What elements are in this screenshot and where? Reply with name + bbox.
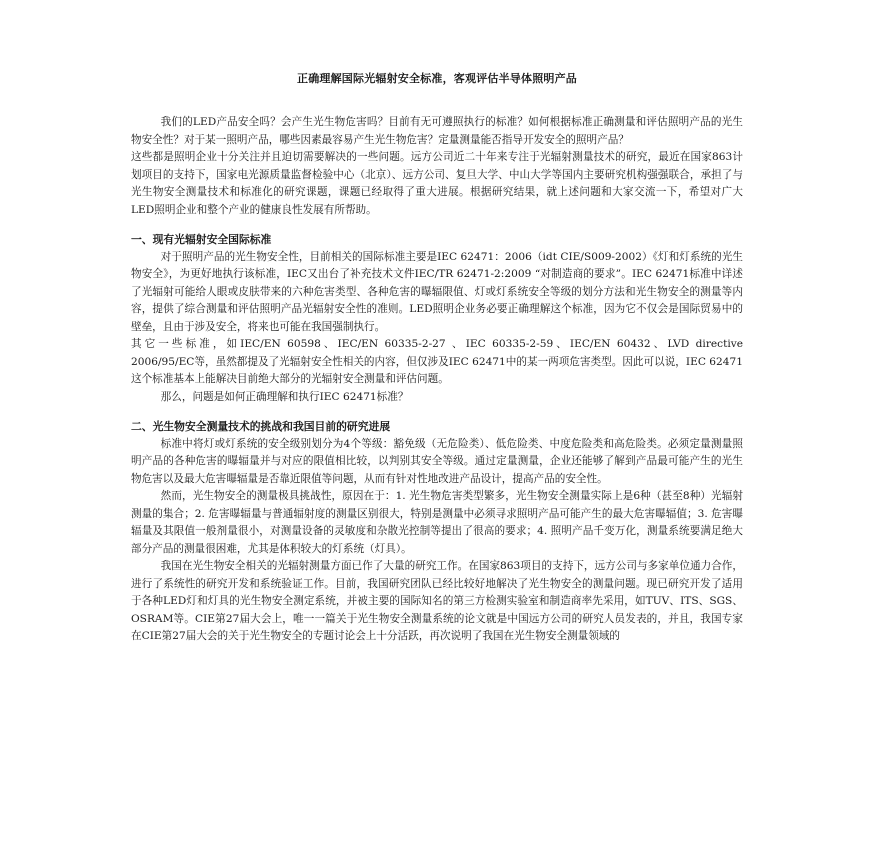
document-title: 正确理解国际光辐射安全标准，客观评估半导体照明产品	[297, 72, 577, 85]
document-page	[131, 70, 743, 646]
intro-background-paragraph: 这些都是照明企业十分关注并且迫切需要解决的一些问题。远方公司近二十年来专注于光辐射测量技术的研究，最近在国家863计划项目的支持下，国家电光源质量监督检验中心（北京）、远方公司、复旦大学、中山大学等国内主要研究机构强强联合，承担了与光生物安全测量技术和标准化的研究课题，课题已经取得了重大进展。根据研究结果，就上述问题和大家交流一下，希望对广大LED照明企业和整个产业的健康良性发展有所帮助。	[131, 151, 743, 216]
section-1-paragraph-2: 其它一些标准，如IEC/EN 60598、IEC/EN 60335-2-27 、IEC 60335-2-59、IEC/EN 60432、LVD directive 2006/95/EC等，虽然都提及了光辐射安全性相关的内容，但仅涉及IEC 62471中的某一两项危害类型。因此可以说，IEC 62471这个标准基本上能解决目前绝大部分的光辐射安全测量和评估问题。	[131, 338, 743, 385]
intro-questions-paragraph: 我们的LED产品安全吗？会产生光生物危害吗？目前有无可遵照执行的标准？如何根据标准正确测量和评估照明产品的光生物安全性？对于某一照明产品，哪些因素最容易产生光生物危害？定量测量能否指导开发安全的照明产品？	[131, 116, 743, 146]
section-1-paragraph-3: 那么，问题是如何正确理解和执行IEC 62471标准？	[160, 390, 409, 403]
section-1-paragraph-1: 对于照明产品的光生物安全性，目前相关的国际标准主要是IEC 62471：2006（idt CIE/S009-2002）《灯和灯系统的光生物安全》，为更好地执行该标准，IEC又出台了补充技术文件IEC/TR 62471-2:2009 “对制造商的要求”。IEC 62471标准中详述了光辐射可能给人眼或皮肤带来的六种危害类型、各种危害的曝辐限值、灯或灯系统安全等级的划分方法和光生物安全的测量等内容，提供了综合测量和评估照明产品光辐射安全性的准则。LED照明企业务必要正确理解这个标准，因为它不仅会是国际贸易中的壁垒，且由于涉及安全，将来也可能在我国强制执行。	[131, 250, 743, 333]
section-2-paragraph-3: 我国在光生物安全相关的光辐射测量方面已作了大量的研究工作。在国家863项目的支持下，远方公司与多家单位通力合作，进行了系统性的研究开发和系统验证工作。目前，我国研究团队已经比较好地解决了光生物安全的测量问题。现已研究开发了适用于各种LED灯和灯具的光生物安全测定系统，并被主要的国际知名的第三方检测实验室和制造商率先采用，如TUV、ITS、SGS、OSRAM等。CIE第27届大会上，唯一一篇关于光生物安全测量系统的论文就是中国远方公司的研究人员发表的，并且，我国专家在CIE第27届大会的关于光生物安全的专题讨论会上十分活跃，再次说明了我国在光生物安全测量领域的	[131, 560, 743, 642]
section-1-heading: 一、现有光辐射安全国际标准	[131, 233, 272, 246]
section-2-paragraph-1: 标准中将灯或灯系统的安全级别划分为4个等级：豁免级（无危险类）、低危险类、中度危险类和高危险类。必须定量测量照明产品的各种危害的曝辐量并与对应的限值相比较，以判别其安全等级。通过定量测量，企业还能够了解到产品最可能产生的光生物危害以及最大危害曝辐量是否靠近限值等问题，从而有针对性地改进产品设计，提高产品的安全性。	[131, 437, 743, 485]
section-2-heading: 二、光生物安全测量技术的挑战和我国目前的研究进展	[131, 420, 391, 433]
section-2-paragraph-2: 然而，光生物安全的测量极具挑战性，原因在于：1. 光生物危害类型繁多，光生物安全测量实际上是6种（甚至8种）光辐射测量的集合；2. 危害曝辐量与普通辐射度的测量区别很大，特别是测量中必须寻求照明产品可能产生的最大危害曝辐值；3. 危害曝辐量及其限值一般剂量很小，对测量设备的灵敏度和杂散光控制等提出了很高的要求；4. 照明产品千变万化，测量系统要满足绝大部分产品的测量很困难，尤其是体积较大的灯系统（灯具）。	[131, 490, 743, 555]
